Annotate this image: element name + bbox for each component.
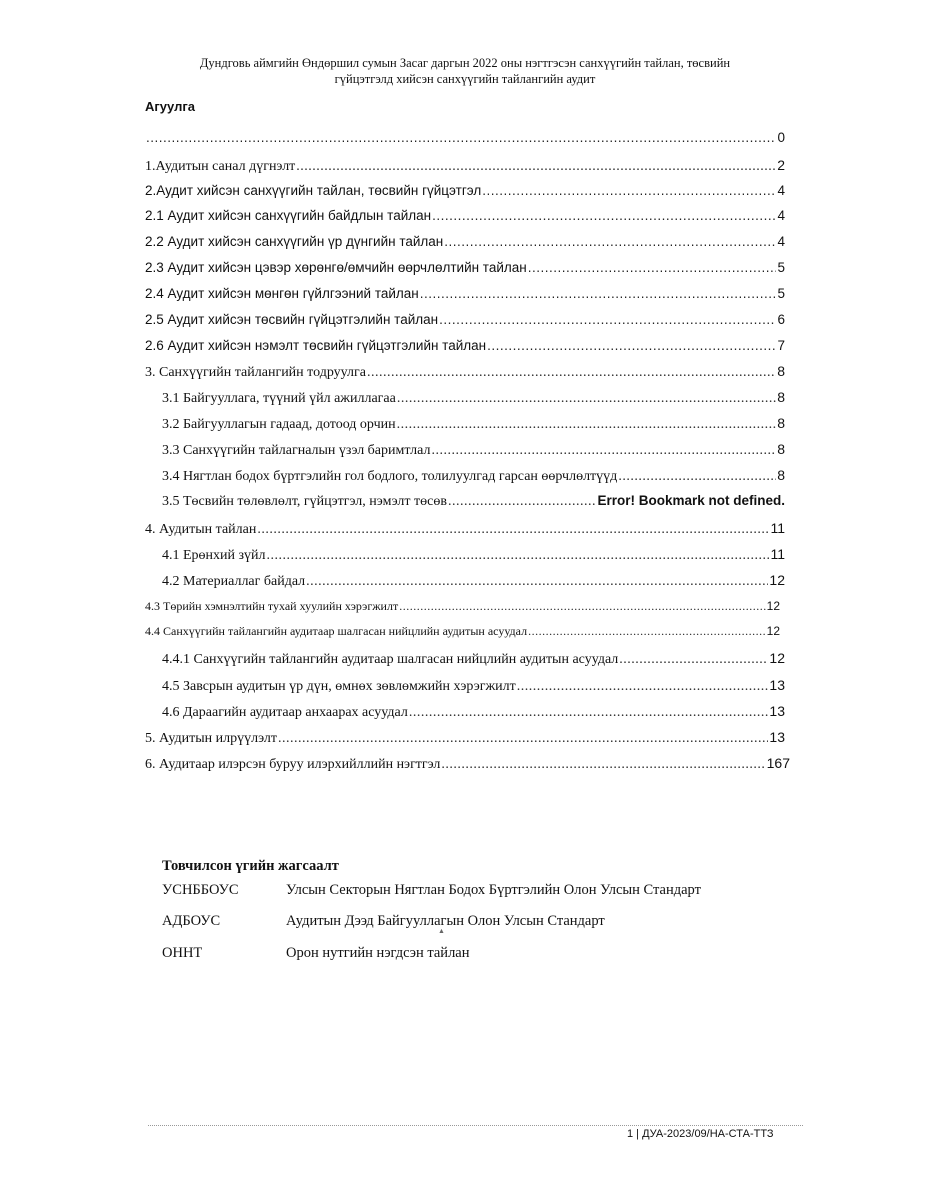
toc-row[interactable] bbox=[145, 599, 780, 619]
toc-row-leader bbox=[278, 731, 768, 747]
toc-row-title: 3.5 Төсвийн төлөвлөлт, гүйцэтгэл, нэмэлт төсөв bbox=[162, 494, 447, 509]
toc-row-leader bbox=[146, 130, 776, 145]
toc-row[interactable] bbox=[162, 389, 785, 409]
toc-row-title: 4.6 Дараагийн аудитаар анхаарах асуудал bbox=[162, 705, 408, 720]
header-title-line-2: гүйцэтгэлд хийсэн санхүүгийн тайлангийн аудит bbox=[334, 72, 596, 86]
toc-row-title: 3.2 Байгууллагын гадаад, дотоод орчин bbox=[162, 417, 396, 432]
abbreviation-meaning: Улсын Секторын Нягтлан Бодох Бүртгэлийн Олон Улсын Стандарт bbox=[286, 882, 701, 898]
toc-row-page: 11 bbox=[770, 520, 785, 536]
abbreviation-item bbox=[162, 945, 470, 962]
toc-row-leader bbox=[409, 705, 769, 721]
toc-row-page: 5 bbox=[777, 286, 785, 301]
toc-row-leader bbox=[397, 391, 776, 407]
abbreviation-meaning: Аудитын Дээд Байгууллагын Олон Улсын Стандарт bbox=[286, 913, 605, 929]
toc-row[interactable] bbox=[145, 183, 785, 203]
toc-row-leader bbox=[431, 443, 776, 459]
toc-row-page: 8 bbox=[777, 415, 785, 431]
toc-row-page: 2 bbox=[777, 157, 785, 173]
toc-row[interactable] bbox=[145, 755, 790, 775]
toc-row-page: 0 bbox=[777, 130, 785, 145]
toc-row[interactable] bbox=[162, 703, 785, 723]
abbreviation-code: ОННТ bbox=[162, 945, 203, 961]
toc-row-leader bbox=[306, 574, 768, 590]
toc-row-title: 2.3 Аудит хийсэн цэвэр хөрөнгө/өмчийн өөрчлөлтийн тайлан bbox=[145, 260, 527, 275]
toc-row-title: 3.4 Нягтлан бодох бүртгэлийн гол бодлого, толилуулгад гарсан өөрчлөлтүүд bbox=[162, 469, 618, 484]
toc-row[interactable] bbox=[145, 157, 785, 177]
toc-row-page: 8 bbox=[777, 389, 785, 405]
toc-row-page: 13 bbox=[769, 729, 785, 745]
toc-row-title: 2.Аудит хийсэн санхүүгийн тайлан, төсвийн гүйцэтгэл bbox=[145, 183, 482, 198]
toc-row[interactable] bbox=[162, 493, 785, 513]
toc-row[interactable] bbox=[145, 312, 785, 332]
toc-row-page: 13 bbox=[769, 703, 785, 719]
toc-heading: Агуулга bbox=[145, 99, 195, 114]
toc-row-title: 3.3 Санхүүгийн тайлагналын үзэл баримтлал bbox=[162, 443, 431, 458]
toc-row-page: Error! Bookmark not defined. bbox=[597, 493, 785, 508]
toc-row-title: 5. Аудитын илрүүлэлт bbox=[145, 731, 277, 746]
toc-row-leader bbox=[399, 599, 765, 614]
toc-row-leader bbox=[296, 159, 776, 175]
toc-row-title: 4.4 Санхүүгийн тайлангийн аудитаар шалгасан нийцлийн аудитын асуудал bbox=[145, 624, 528, 638]
toc-row-title: 2.5 Аудит хийсэн төсвийн гүйцэтгэлийн тайлан bbox=[145, 312, 439, 327]
toc-row-title: 4.3 Төрийн хэмнэлтийн тухай хуулийн хэрэгжилт bbox=[145, 599, 399, 613]
toc-row-leader bbox=[444, 234, 776, 249]
toc-row-page: 6 bbox=[777, 312, 785, 327]
toc-row-leader bbox=[267, 548, 770, 564]
toc-row[interactable] bbox=[162, 677, 785, 697]
toc-row-title: 2.6 Аудит хийсэн нэмэлт төсвийн гүйцэтгэлийн тайлан bbox=[145, 338, 487, 353]
toc-row[interactable] bbox=[145, 234, 785, 254]
toc-row-leader bbox=[397, 417, 777, 433]
toc-row[interactable] bbox=[145, 363, 785, 383]
abbreviation-item bbox=[162, 913, 605, 930]
toc-row-page: 12 bbox=[766, 624, 780, 638]
toc-row-leader bbox=[257, 522, 769, 538]
toc-row-page: 8 bbox=[777, 363, 785, 379]
toc-row-page: 8 bbox=[777, 467, 785, 483]
toc-row-page: 5 bbox=[777, 260, 785, 275]
toc-row-page: 4 bbox=[777, 183, 785, 198]
toc-row[interactable] bbox=[162, 415, 785, 435]
toc-row[interactable] bbox=[162, 441, 785, 461]
toc-row-leader bbox=[439, 312, 776, 327]
toc-row[interactable] bbox=[145, 624, 780, 644]
toc-row-leader bbox=[367, 365, 776, 381]
toc-row-page: 7 bbox=[777, 338, 785, 353]
footer-divider bbox=[148, 1125, 803, 1126]
page-footer: 1 | ДУА-2023/09/НА-СТА-ТТЗ bbox=[627, 1128, 774, 1140]
document-header bbox=[130, 55, 800, 87]
header-title-line-1: Дундговь аймгийн Өндөршил сумын Засаг даргын 2022 оны нэгтгэсэн санхүүгийн тайлан, төсвийн bbox=[199, 56, 731, 70]
toc-row-leader bbox=[482, 183, 776, 198]
toc-row-title: 4.2 Материаллаг байдал bbox=[162, 574, 306, 589]
toc-row-title: 4.4.1 Санхүүгийн тайлангийн аудитаар шалгасан нийцлийн аудитын асуудал bbox=[162, 652, 619, 667]
toc-row-page: 167 bbox=[766, 755, 790, 771]
toc-row[interactable] bbox=[145, 520, 785, 540]
abbreviation-code: УСНББОУС bbox=[162, 882, 239, 898]
toc-row-page: 12 bbox=[769, 650, 785, 666]
toc-row-title: 3.1 Байгууллага, түүний үйл ажиллагаа bbox=[162, 391, 396, 406]
toc-row[interactable] bbox=[145, 130, 785, 150]
toc-row-page: 8 bbox=[777, 441, 785, 457]
toc-row-title: 1.Аудитын санал дүгнэлт bbox=[145, 159, 296, 174]
toc-row-title: 2.2 Аудит хийсэн санхүүгийн үр дүнгийн тайлан bbox=[145, 234, 444, 249]
toc-row[interactable] bbox=[162, 546, 785, 566]
toc-row-page: 12 bbox=[769, 572, 785, 588]
toc-row-page: 12 bbox=[766, 599, 780, 613]
toc-row-title: 2.1 Аудит хийсэн санхүүгийн байдлын тайлан bbox=[145, 208, 432, 223]
toc-row-leader bbox=[441, 757, 765, 773]
toc-row[interactable] bbox=[145, 208, 785, 228]
toc-row-title: 6. Аудитаар илэрсэн буруу илэрхийллийн нэгтгэл bbox=[145, 757, 441, 772]
toc-row-leader bbox=[448, 494, 596, 510]
toc-row[interactable] bbox=[162, 572, 785, 592]
toc-row-title: 3. Санхүүгийн тайлангийн тодруулга bbox=[145, 365, 366, 380]
toc-row-page: 4 bbox=[777, 208, 785, 223]
scan-speck: ▲ bbox=[438, 927, 445, 935]
abbreviation-meaning: Орон нутгийн нэгдсэн тайлан bbox=[286, 945, 470, 961]
toc-row-title: 4. Аудитын тайлан bbox=[145, 522, 257, 537]
toc-row-leader bbox=[487, 338, 776, 353]
toc-row[interactable] bbox=[162, 467, 785, 487]
toc-row-page: 4 bbox=[777, 234, 785, 249]
toc-row-title: 4.1 Ерөнхий зүйл bbox=[162, 548, 266, 563]
toc-row-title: 4.5 Завсрын аудитын үр дүн, өмнөх зөвлөмжийн хэрэгжилт bbox=[162, 679, 516, 694]
toc-row[interactable] bbox=[145, 260, 785, 280]
toc-row-leader bbox=[420, 286, 777, 301]
abbreviation-code: АДБОУС bbox=[162, 913, 221, 929]
toc-row[interactable] bbox=[145, 729, 785, 749]
toc-row-title: 2.4 Аудит хийсэн мөнгөн гүйлгээний тайлан bbox=[145, 286, 419, 301]
abbreviation-item bbox=[162, 882, 701, 899]
toc-row-leader bbox=[432, 208, 776, 223]
toc-row[interactable] bbox=[145, 338, 785, 358]
toc-row-leader bbox=[528, 624, 766, 639]
toc-row-leader bbox=[517, 679, 769, 695]
toc-row-leader bbox=[528, 260, 777, 275]
abbreviations-heading: Товчилсон үгийн жагсаалт bbox=[162, 858, 339, 874]
toc-row-page: 13 bbox=[769, 677, 785, 693]
toc-row[interactable] bbox=[145, 286, 785, 306]
toc-row-page: 11 bbox=[770, 546, 785, 562]
toc-row[interactable] bbox=[162, 650, 785, 670]
toc-row-leader bbox=[618, 469, 776, 485]
toc-row-leader bbox=[619, 652, 768, 668]
